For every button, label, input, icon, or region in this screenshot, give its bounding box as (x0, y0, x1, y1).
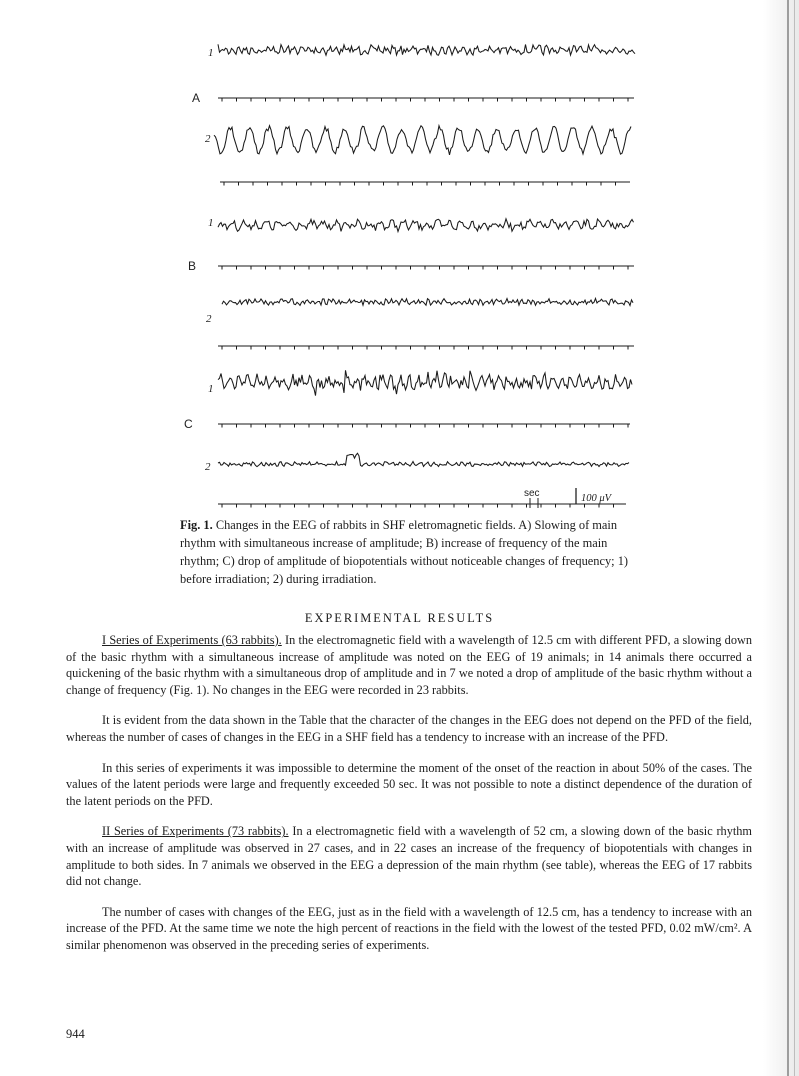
page-number: 944 (66, 1027, 85, 1041)
paragraph-4 (66, 823, 752, 889)
eeg-trace-a1 (218, 44, 635, 55)
eeg-trace-b2 (222, 298, 633, 305)
eeg-trace-c2 (218, 453, 629, 466)
series-title-1: I Series of Experiments (63 rabbits). (102, 633, 282, 647)
trace-label-a1: 1 (208, 47, 214, 59)
trace-label-a2: 2 (205, 133, 211, 145)
panel-label-c: C (184, 417, 193, 431)
figure-caption (180, 516, 640, 588)
paragraph-3 (66, 760, 752, 810)
caption-text: Changes in the EEG of rabbits in SHF eletromagnetic fields. A) Slowing of main rhythm with simultaneous increase of amplitude; B) increase of frequency of the main rhythm; C) drop of amplitude of biopotentials without noticeable changes of frequency; 1) before irradiation; 2) during irradiation. (180, 518, 629, 586)
paragraph-5 (66, 904, 752, 954)
eeg-figure (178, 30, 648, 520)
panel-label-a: A (192, 91, 201, 105)
eeg-trace-a2 (214, 126, 631, 155)
page-edge-line (787, 0, 789, 1076)
panel-label-b: B (188, 259, 197, 273)
trace-label-c1: 1 (208, 383, 214, 395)
eeg-trace-c1 (218, 370, 632, 395)
scale-time-label: sec (524, 488, 540, 499)
paragraph-2 (66, 712, 752, 745)
body-text (66, 632, 752, 968)
section-heading: EXPERIMENTAL RESULTS (304, 611, 495, 625)
eeg-waveforms (214, 44, 635, 466)
paragraph-4-text: In a electromagnetic field with a wavelength of 52 cm, a slowing down of the basic rhythm with an increase of amplitude was observed in 27 cases, and in 22 cases an increase of the frequency of biopotentials with changes in amplitude to both sides. In 7 animals we observed in the EEG a depression of the main rhythm (see table), whereas the EEG of 17 rabbits did not change. (66, 824, 752, 889)
trace-label-c2: 2 (205, 461, 211, 473)
paragraph-1-text: In the electromagnetic field with a wavelength of 12.5 cm with different PFD, a slowing down of the basic rhythm with a simultaneous increase of amplitude was noted on the EEG of 19 animals; in 14 animals there occurred a quickening of the basic rhythm with a simultaneous drop of amplitude and in 7 we noted a drop of amplitude of the basic rhythm without a change of frequency (Fig. 1). No changes in the EEG were recorded in 23 rabbits. (66, 633, 752, 697)
series-title-2: II Series of Experiments (73 rabbits). (102, 824, 289, 839)
paragraph-5-text: The number of cases with changes of the EEG, just as in the field with a wavelength of 12.5 cm, has a tendency to increase with an increase of the PFD. At the same time we note the high percent of reactions in the field with the lowest of the tested PFD, 0.02 mW/cm². A similar phenomenon was observed in the preceding series of experiments. (66, 904, 752, 952)
trace-label-b1: 1 (208, 217, 214, 229)
trace-label-b2: 2 (206, 313, 212, 325)
paragraph-3-text: In this series of experiments it was impossible to determine the moment of the onset of the reaction in about 50% of the cases. The values of the latent periods were large and frequently exceeded 50 sec. It was not possible to note a distinct dependence of the duration of the latent periods on the PFD. (66, 760, 752, 808)
paragraph-1 (66, 632, 752, 698)
eeg-traces (178, 30, 648, 520)
eeg-trace-b1 (218, 219, 634, 232)
time-marker-lines (218, 98, 634, 508)
scale-amplitude-label: 100 μV (581, 493, 612, 504)
caption-label: Fig. 1. (180, 518, 213, 532)
paragraph-2-text: It is evident from the data shown in the Table that the character of the changes in the EEG does not depend on the PFD of the field, whereas the number of cases of changes in the EEG in a SHF field has a tendency to increase with an increase of the PFD. (66, 713, 752, 744)
page-edge-line-outer (794, 0, 795, 1076)
